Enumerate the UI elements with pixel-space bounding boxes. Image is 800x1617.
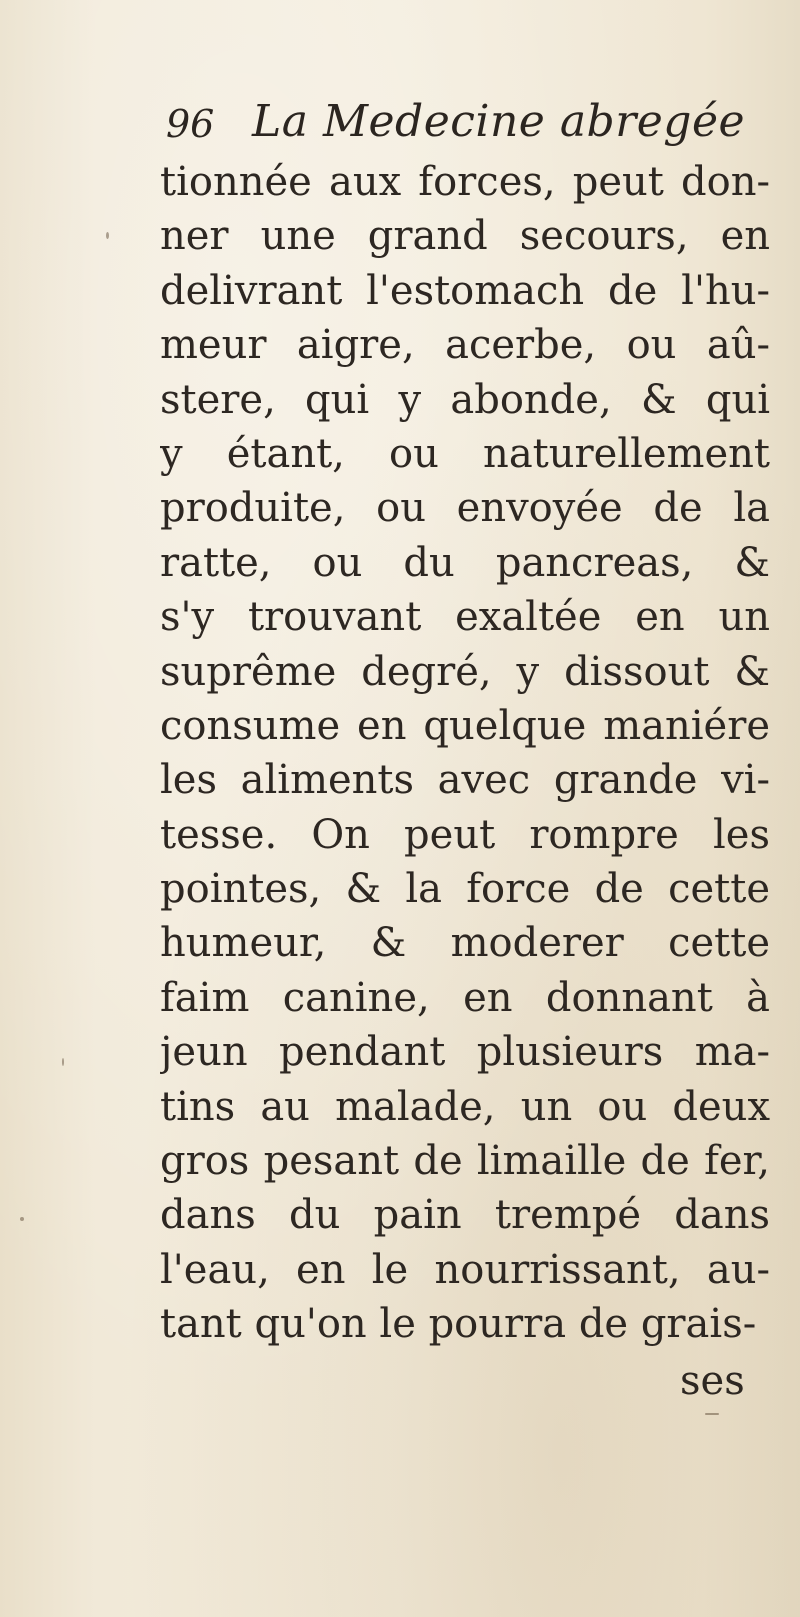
text-line: consume en quelque maniére bbox=[160, 702, 770, 749]
text-line: produite, ou envoyée de la bbox=[160, 485, 770, 532]
text-line: humeur, & moderer cette bbox=[160, 920, 770, 967]
text-line: stere, qui y abonde, & qui bbox=[160, 376, 770, 423]
text-line: delivrant l'estomach de l'hu- bbox=[160, 267, 770, 314]
text-line: suprême degré, y dissout & bbox=[160, 648, 770, 695]
text-line: s'y trouvant exaltée en un bbox=[160, 594, 770, 641]
text-line: faim canine, en donnant à bbox=[160, 974, 770, 1021]
text-line: tionnée aux forces, peut don- bbox=[160, 159, 770, 205]
text-line: pointes, & la force de cette bbox=[160, 866, 770, 913]
text-line: tins au malade, un ou deux bbox=[160, 1083, 770, 1130]
paper-speck bbox=[705, 1413, 719, 1415]
paper-speck bbox=[20, 1217, 24, 1221]
running-head bbox=[166, 96, 746, 156]
text-line: dans du pain trempé dans bbox=[160, 1192, 770, 1239]
running-title: La Medecine abregée bbox=[252, 96, 746, 147]
catchword: ses bbox=[680, 1358, 745, 1404]
page-number: 96 bbox=[166, 102, 215, 146]
text-line: meur aigre, acerbe, ou aû- bbox=[160, 322, 770, 369]
text-line: tesse. On peut rompre les bbox=[160, 811, 770, 858]
text-line: jeun pendant plusieurs ma- bbox=[160, 1029, 770, 1076]
text-line: ner une grand secours, en bbox=[160, 213, 770, 260]
text-line: y étant, ou naturellement bbox=[160, 430, 770, 477]
paper-speck bbox=[106, 232, 109, 239]
text-line: l'eau, en le nourrissant, au- bbox=[160, 1246, 770, 1293]
paper-speck bbox=[62, 1058, 64, 1066]
text-line: ratte, ou du pancreas, & bbox=[160, 539, 770, 586]
text-line: gros pesant de limaille de fer, bbox=[160, 1138, 770, 1185]
text-line: tant qu'on le pourra de grais- bbox=[160, 1301, 757, 1348]
text-line: les aliments avec grande vi- bbox=[160, 757, 770, 804]
body-text bbox=[160, 155, 770, 1352]
